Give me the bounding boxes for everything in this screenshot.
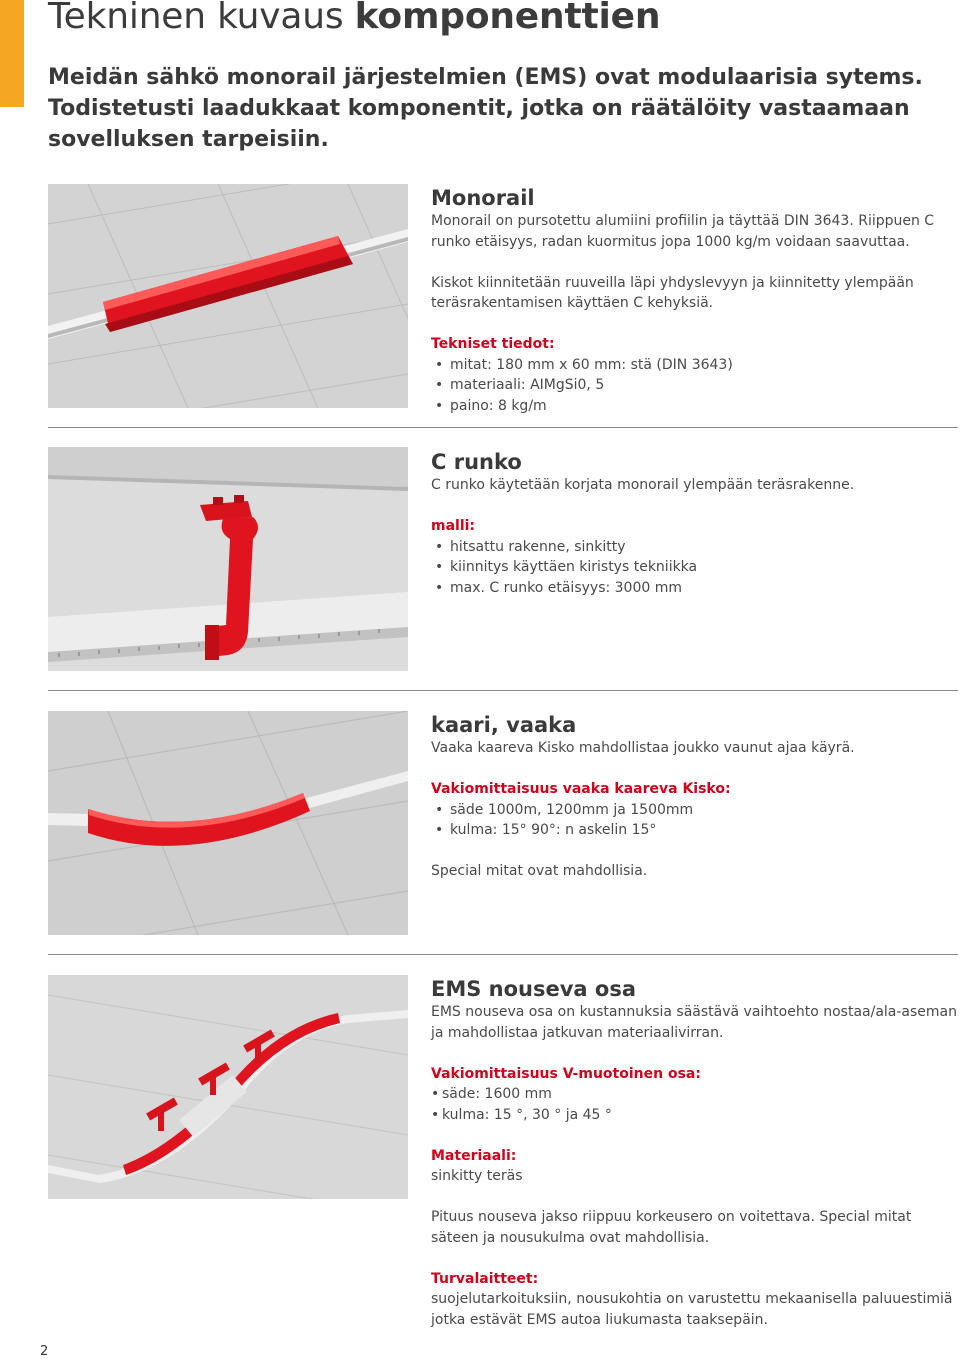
monorail-image <box>48 184 408 408</box>
ems-rising-image <box>48 975 408 1199</box>
accent-bar <box>0 0 24 107</box>
section-text: Special mitat ovat mahdollisia. <box>431 863 648 879</box>
section-monorail <box>431 185 958 416</box>
section-text: C runko käytetään korjata monorail ylempään teräsrakenne. <box>431 477 855 493</box>
section-curve <box>431 712 958 882</box>
curve-image <box>48 711 408 935</box>
divider <box>48 954 958 955</box>
section-title: Monorail <box>431 186 535 210</box>
list-item: • materiaali: AIMgSi0, 5 <box>431 375 958 396</box>
list-item: • max. C runko etäisyys: 3000 mm <box>431 578 958 599</box>
page-title: Tekninen kuvaus komponenttien <box>48 0 661 37</box>
list-item: • kulma: 15 °, 30 ° ja 45 ° <box>431 1105 958 1126</box>
bullet-list <box>431 1084 958 1125</box>
section-text: suojelutarkoituksiin, nousukohtia on varustettu mekaanisella paluuestimiä jotka estävät EMS autoa liukumasta taaksepäin. <box>431 1291 953 1328</box>
list-item: • paino: 8 kg/m <box>431 396 958 417</box>
section-title: EMS nouseva osa <box>431 977 637 1001</box>
section-text: Pituus nouseva jakso riippuu korkeusero on voitettava. Special mitat säteen ja nousukulma ovat mahdollisia. <box>431 1209 912 1246</box>
section-ems-rising <box>431 976 958 1330</box>
section-text: Kiskot kiinnitetään ruuveilla läpi yhdyslevyyn ja kiinnitetty ylempään teräsrakentamisen käyttäen C kehyksiä. <box>431 274 914 311</box>
section-subheading: Tekniset tiedot: <box>431 336 555 352</box>
section-subheading: malli: <box>431 518 476 534</box>
list-item: • kiinnitys käyttäen kiristys tekniikka <box>431 557 958 578</box>
section-text: Vaaka kaareva Kisko mahdollistaa joukko vaunut ajaa käyrä. <box>431 740 855 756</box>
section-subheading: Vakiomittaisuus V-muotoinen osa: <box>431 1065 701 1082</box>
section-title: kaari, vaaka <box>431 713 577 737</box>
list-item: • säde: 1600 mm <box>431 1084 958 1105</box>
section-text: Monorail on pursotettu alumiini profiilin ja täyttää DIN 3643. Riippuen C runko etäisyys, radan kuormitus jopa 1000 kg/m voidaan saavuttaa. <box>431 213 935 250</box>
bullet-list <box>431 537 958 599</box>
page-number: 2 <box>40 1344 49 1359</box>
bullet-list <box>431 800 958 841</box>
section-text: EMS nouseva osa on kustannuksia säästävä vaihtoehto nostaa/ala-aseman ja mahdollistaa jatkuvan materiaalivirran. <box>431 1004 957 1041</box>
bullet-list <box>431 355 958 417</box>
list-item: • säde 1000m, 1200mm ja 1500mm <box>431 800 958 821</box>
divider <box>48 427 958 428</box>
c-frame-image <box>48 447 408 671</box>
section-text: sinkitty teräs <box>431 1168 523 1184</box>
section-subheading: Turvalaitteet: <box>431 1270 539 1287</box>
section-subheading: Vakiomittaisuus vaaka kaareva Kisko: <box>431 781 731 797</box>
section-subheading: Materiaali: <box>431 1147 517 1164</box>
list-item: • mitat: 180 mm x 60 mm: stä (DIN 3643) <box>431 355 958 376</box>
divider <box>48 690 958 691</box>
section-c-frame <box>431 449 958 598</box>
section-title: C runko <box>431 450 522 474</box>
list-item: • kulma: 15° 90°: n askelin 15° <box>431 820 958 841</box>
list-item: • hitsattu rakenne, sinkitty <box>431 537 958 558</box>
intro-text: Meidän sähkö monorail järjestelmien (EMS) ovat modulaarisia sytems. Todistetusti laadukkaat komponentit, jotka on räätälöity vastaamaan sovelluksen tarpeisiin. <box>48 65 923 152</box>
